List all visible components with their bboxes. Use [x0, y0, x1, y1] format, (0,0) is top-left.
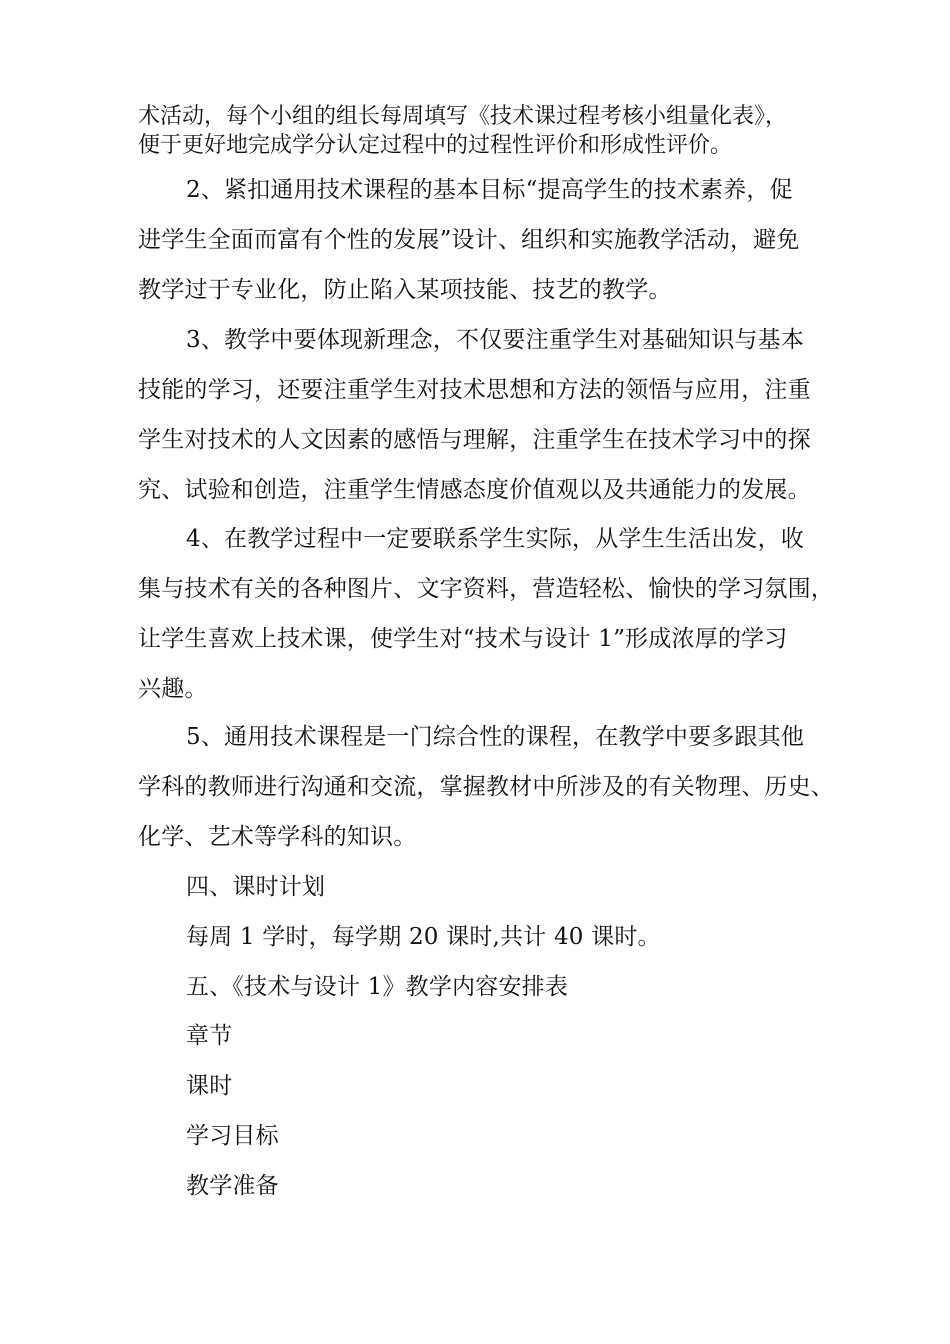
- table-header-item: 教学准备: [186, 1173, 279, 1199]
- paragraph-line: 学生对技术的人文因素的感悟与理解，注重学生在技术学习中的探: [138, 427, 811, 453]
- paragraph-line: 兴趣。: [138, 676, 208, 702]
- paragraph-line: 每周 1 学时，每学期 20 课时,共计 40 课时。: [186, 924, 661, 950]
- paragraph-line: 教学过于专业化，防止陷入某项技能、技艺的教学。: [138, 277, 672, 303]
- paragraph-line: 进学生全面而富有个性的发展”设计、组织和实施教学活动，避免: [138, 227, 800, 253]
- paragraph-line: 5、通用技术课程是一门综合性的课程，在教学中要多跟其他: [186, 724, 805, 750]
- paragraph-line: 术活动，每个小组的组长每周填写《技术课过程考核小组量化表》，: [138, 104, 788, 129]
- paragraph-line: 让学生喜欢上技术课，使学生对“技术与设计 1”形成浓厚的学习: [138, 626, 788, 652]
- section-heading: 五、《技术与设计 1》教学内容安排表: [186, 974, 569, 1000]
- paragraph-line: 3、教学中要体现新理念，不仅要注重学生对基础知识与基本: [186, 327, 805, 353]
- paragraph-line: 便于更好地完成学分认定过程中的过程性评价和形成性评价。: [138, 133, 733, 158]
- paragraph-line: 集与技术有关的各种图片、文字资料，营造轻松、愉快的学习氛围，: [138, 576, 834, 602]
- paragraph-line: 究、试验和创造，注重学生情感态度价值观以及共通能力的发展。: [138, 477, 811, 503]
- paragraph-line: 技能的学习，还要注重学生对技术思想和方法的领悟与应用，注重: [138, 377, 811, 403]
- table-header-item: 学习目标: [186, 1123, 279, 1149]
- section-heading: 四、课时计划: [186, 874, 326, 900]
- paragraph-line: 2、紧扣通用技术课程的基本目标“提高学生的技术素养，促: [186, 177, 793, 203]
- table-header-item: 章节: [186, 1023, 233, 1049]
- paragraph-line: 化学、艺术等学科的知识。: [138, 824, 417, 850]
- paragraph-line: 4、在教学过程中一定要联系学生实际，从学生生活出发，收: [186, 526, 805, 552]
- paragraph-line: 学科的教师进行沟通和交流，掌握教材中所涉及的有关物理、历史、: [138, 774, 834, 800]
- table-header-item: 课时: [186, 1073, 233, 1099]
